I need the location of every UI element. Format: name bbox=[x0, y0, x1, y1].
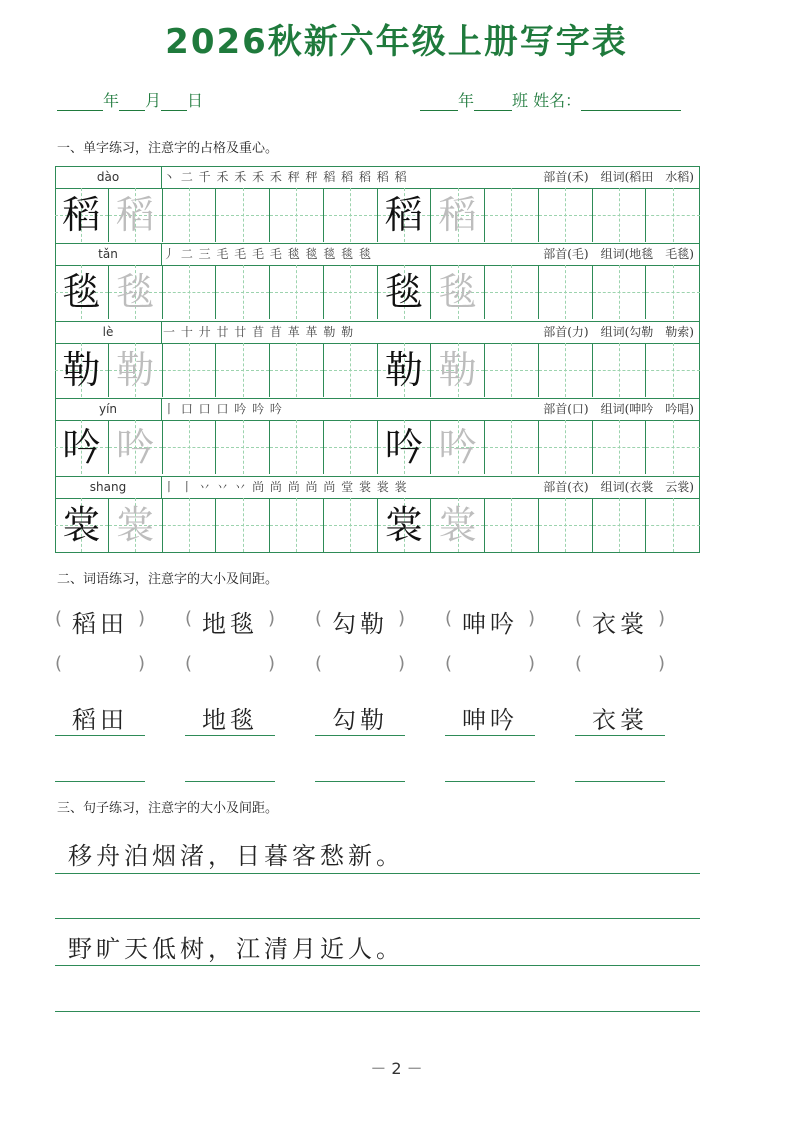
empty-paren-box[interactable]: ( ) bbox=[575, 653, 665, 674]
practice-cell[interactable] bbox=[163, 188, 217, 242]
model-cell bbox=[378, 188, 432, 242]
stroke-order: 丨 口 口 口 吟 吟 吟 bbox=[163, 402, 283, 417]
trace-cell bbox=[431, 420, 485, 474]
writing-cells bbox=[55, 420, 700, 474]
pinyin-paren-box[interactable]: ( ) bbox=[315, 608, 405, 629]
pinyin-label: tǎn bbox=[55, 243, 162, 265]
practice-cell[interactable] bbox=[270, 420, 324, 474]
trace-character: 稻 bbox=[438, 193, 477, 237]
char-row bbox=[55, 398, 700, 475]
words-label: 组词(稻田 水稻) bbox=[600, 170, 694, 184]
char-info-strip bbox=[55, 243, 700, 266]
empty-paren-box[interactable]: ( ) bbox=[315, 653, 405, 674]
radical-label: 部首(口) bbox=[543, 402, 589, 417]
pinyin-paren-box[interactable]: ( ) bbox=[575, 608, 665, 629]
word-underline bbox=[445, 735, 535, 736]
model-character: 裳 bbox=[62, 502, 101, 547]
practice-cell[interactable] bbox=[485, 343, 539, 397]
date-line bbox=[57, 88, 203, 111]
word-model: 呻吟 bbox=[462, 706, 518, 734]
stroke-order: 丨 丨 丷 丷 丷 尚 尚 尚 尚 尚 堂 裳 裳 裳 bbox=[163, 479, 408, 494]
trace-character: 裳 bbox=[438, 502, 477, 547]
trace-character: 毯 bbox=[438, 270, 477, 315]
trace-character: 毯 bbox=[116, 270, 155, 315]
model-cell bbox=[55, 188, 109, 242]
sentence-2: 野旷天低树，江清月近人。 bbox=[68, 935, 404, 963]
empty-paren-box[interactable]: ( ) bbox=[185, 653, 275, 674]
practice-cell[interactable] bbox=[539, 498, 593, 552]
practice-cell[interactable] bbox=[593, 420, 647, 474]
model-character: 勒 bbox=[62, 347, 101, 392]
pinyin-paren-box[interactable]: ( ) bbox=[55, 608, 145, 629]
writing-cells bbox=[55, 188, 700, 242]
practice-cell[interactable] bbox=[539, 420, 593, 474]
model-cell bbox=[378, 343, 432, 397]
words-label: 组词(地毯 毛毯) bbox=[600, 247, 694, 262]
practice-cell[interactable] bbox=[593, 265, 647, 319]
model-character: 裳 bbox=[384, 502, 423, 547]
practice-cell[interactable] bbox=[324, 420, 378, 474]
model-cell bbox=[378, 498, 432, 552]
word-in-paren: 衣裳 bbox=[592, 610, 648, 638]
class-name-label: 班 姓名： bbox=[512, 91, 582, 110]
model-cell bbox=[55, 265, 109, 319]
practice-cell[interactable] bbox=[646, 265, 700, 319]
model-character: 毯 bbox=[62, 270, 101, 315]
practice-cell[interactable] bbox=[163, 343, 217, 397]
word-model: 地毯 bbox=[202, 706, 258, 734]
practice-cell[interactable] bbox=[270, 498, 324, 552]
model-character: 吟 bbox=[62, 425, 101, 470]
practice-cell[interactable] bbox=[216, 498, 270, 552]
practice-cell[interactable] bbox=[485, 265, 539, 319]
char-info bbox=[543, 166, 694, 188]
practice-cell[interactable] bbox=[270, 188, 324, 242]
char-info-strip bbox=[55, 398, 700, 421]
writing-cells bbox=[55, 265, 700, 319]
words-label: 组词(呻吟 吟唱) bbox=[600, 402, 694, 417]
sentence-1-practice-line[interactable] bbox=[55, 918, 700, 919]
writing-cells bbox=[55, 343, 700, 397]
model-cell bbox=[55, 498, 109, 552]
practice-cell[interactable] bbox=[646, 188, 700, 242]
empty-paren-box[interactable]: ( ) bbox=[55, 653, 145, 674]
writing-cells bbox=[55, 498, 700, 552]
page-number: － 2 － bbox=[370, 1059, 423, 1078]
model-cell bbox=[378, 420, 432, 474]
model-character: 勒 bbox=[384, 347, 423, 392]
grade-label: 年 bbox=[458, 91, 475, 110]
char-info bbox=[543, 398, 694, 420]
word-practice-line[interactable] bbox=[575, 781, 665, 782]
pinyin-label: yín bbox=[55, 398, 162, 420]
trace-character: 勒 bbox=[116, 347, 155, 392]
section-3-heading: 三、句子练习，注意字的大小及间距。 bbox=[57, 801, 279, 816]
practice-cell[interactable] bbox=[324, 188, 378, 242]
practice-cell[interactable] bbox=[163, 420, 217, 474]
char-row bbox=[55, 476, 700, 553]
practice-cell[interactable] bbox=[270, 265, 324, 319]
word-underline bbox=[315, 735, 405, 736]
class-blank[interactable] bbox=[474, 94, 512, 111]
practice-cell[interactable] bbox=[646, 420, 700, 474]
char-info bbox=[543, 476, 694, 498]
word-model: 衣裳 bbox=[592, 706, 648, 734]
word-model: 勾勒 bbox=[332, 706, 388, 734]
char-info-strip bbox=[55, 476, 700, 499]
model-character: 吟 bbox=[384, 425, 423, 470]
trace-cell bbox=[109, 343, 163, 397]
practice-cell[interactable] bbox=[270, 343, 324, 397]
practice-cell[interactable] bbox=[216, 420, 270, 474]
practice-cell[interactable] bbox=[324, 265, 378, 319]
sentence-1-line bbox=[55, 873, 700, 874]
practice-cell[interactable] bbox=[485, 420, 539, 474]
practice-cell[interactable] bbox=[539, 188, 593, 242]
stroke-order: 丶 二 千 禾 禾 禾 禾 秤 秤 稻 稻 稻 稻 稻 bbox=[163, 170, 408, 184]
practice-cell[interactable] bbox=[593, 188, 647, 242]
practice-cell[interactable] bbox=[216, 343, 270, 397]
sentence-2-practice-line[interactable] bbox=[55, 1011, 700, 1012]
stroke-order: 丿 二 三 毛 毛 毛 毛 毯 毯 毯 毯 毯 bbox=[163, 247, 372, 262]
practice-cell[interactable] bbox=[646, 343, 700, 397]
practice-cell[interactable] bbox=[163, 265, 217, 319]
practice-cell[interactable] bbox=[539, 265, 593, 319]
word-model: 稻田 bbox=[72, 706, 128, 734]
char-row bbox=[55, 321, 700, 398]
month-label: 月 bbox=[145, 91, 162, 110]
word-underline bbox=[55, 735, 145, 736]
trace-cell bbox=[109, 265, 163, 319]
radical-label: 部首(禾) bbox=[543, 170, 589, 184]
model-cell bbox=[378, 265, 432, 319]
model-character: 稻 bbox=[62, 193, 101, 237]
pinyin-label: lè bbox=[55, 321, 162, 343]
word-in-paren: 地毯 bbox=[202, 610, 258, 638]
trace-cell bbox=[109, 188, 163, 242]
word-in-paren: 稻田 bbox=[72, 610, 128, 638]
class-line bbox=[420, 88, 681, 111]
practice-cell[interactable] bbox=[163, 498, 217, 552]
practice-cell[interactable] bbox=[593, 343, 647, 397]
radical-label: 部首(衣) bbox=[543, 479, 589, 494]
trace-cell bbox=[431, 265, 485, 319]
section-1-heading: 一、单字练习，注意字的占格及重心。 bbox=[57, 141, 279, 156]
trace-character: 勒 bbox=[438, 347, 477, 392]
char-info-strip bbox=[55, 166, 700, 189]
radical-label: 部首(力) bbox=[543, 324, 589, 339]
word-practice-line[interactable] bbox=[55, 781, 145, 782]
practice-cell[interactable] bbox=[324, 498, 378, 552]
pinyin-label: dào bbox=[55, 166, 162, 188]
trace-cell bbox=[431, 343, 485, 397]
section-2-heading: 二、词语练习，注意字的大小及间距。 bbox=[57, 572, 279, 587]
trace-character: 吟 bbox=[116, 425, 155, 470]
practice-cell[interactable] bbox=[646, 498, 700, 552]
trace-character: 裳 bbox=[116, 502, 155, 547]
word-practice-line[interactable] bbox=[445, 781, 535, 782]
practice-cell[interactable] bbox=[539, 343, 593, 397]
empty-paren-box[interactable]: ( ) bbox=[445, 653, 535, 674]
word-underline bbox=[575, 735, 665, 736]
page-title: 2026秋新六年级上册写字表 bbox=[165, 22, 628, 62]
year-blank[interactable] bbox=[57, 94, 103, 111]
word-in-paren: 勾勒 bbox=[332, 610, 388, 638]
practice-cell[interactable] bbox=[324, 343, 378, 397]
words-label: 组词(衣裳 云裳) bbox=[600, 479, 694, 494]
char-info-strip bbox=[55, 321, 700, 344]
model-cell bbox=[55, 420, 109, 474]
model-character: 毯 bbox=[384, 270, 423, 315]
trace-cell bbox=[431, 498, 485, 552]
year-label: 年 bbox=[103, 91, 120, 110]
practice-cell[interactable] bbox=[216, 265, 270, 319]
word-in-paren: 呻吟 bbox=[462, 610, 518, 638]
word-practice-line[interactable] bbox=[185, 781, 275, 782]
sentence-2-line bbox=[55, 965, 700, 966]
word-practice-line[interactable] bbox=[315, 781, 405, 782]
words-label: 组词(勾勒 勒索) bbox=[600, 324, 694, 339]
word-underline bbox=[185, 735, 275, 736]
trace-cell bbox=[109, 420, 163, 474]
stroke-order: 一 十 廾 廿 廿 苜 苜 革 革 勒 勒 bbox=[163, 324, 355, 339]
char-info bbox=[543, 321, 694, 343]
practice-cell[interactable] bbox=[485, 498, 539, 552]
practice-cell[interactable] bbox=[593, 498, 647, 552]
trace-cell bbox=[109, 498, 163, 552]
grade-blank[interactable] bbox=[420, 94, 458, 111]
char-info bbox=[543, 243, 694, 265]
pinyin-paren-box[interactable]: ( ) bbox=[185, 608, 275, 629]
trace-character: 吟 bbox=[438, 425, 477, 470]
name-blank[interactable] bbox=[581, 94, 681, 111]
char-row bbox=[55, 166, 700, 243]
pinyin-label: shang bbox=[55, 476, 162, 498]
model-cell bbox=[55, 343, 109, 397]
practice-cell[interactable] bbox=[216, 188, 270, 242]
trace-character: 稻 bbox=[116, 193, 155, 237]
char-row bbox=[55, 243, 700, 320]
trace-cell bbox=[431, 188, 485, 242]
pinyin-paren-box[interactable]: ( ) bbox=[445, 608, 535, 629]
day-blank[interactable] bbox=[161, 94, 187, 111]
sentence-1: 移舟泊烟渚，日暮客愁新。 bbox=[68, 842, 404, 870]
month-blank[interactable] bbox=[119, 94, 145, 111]
practice-cell[interactable] bbox=[485, 188, 539, 242]
day-label: 日 bbox=[187, 91, 204, 110]
radical-label: 部首(毛) bbox=[543, 247, 589, 262]
model-character: 稻 bbox=[384, 193, 423, 237]
